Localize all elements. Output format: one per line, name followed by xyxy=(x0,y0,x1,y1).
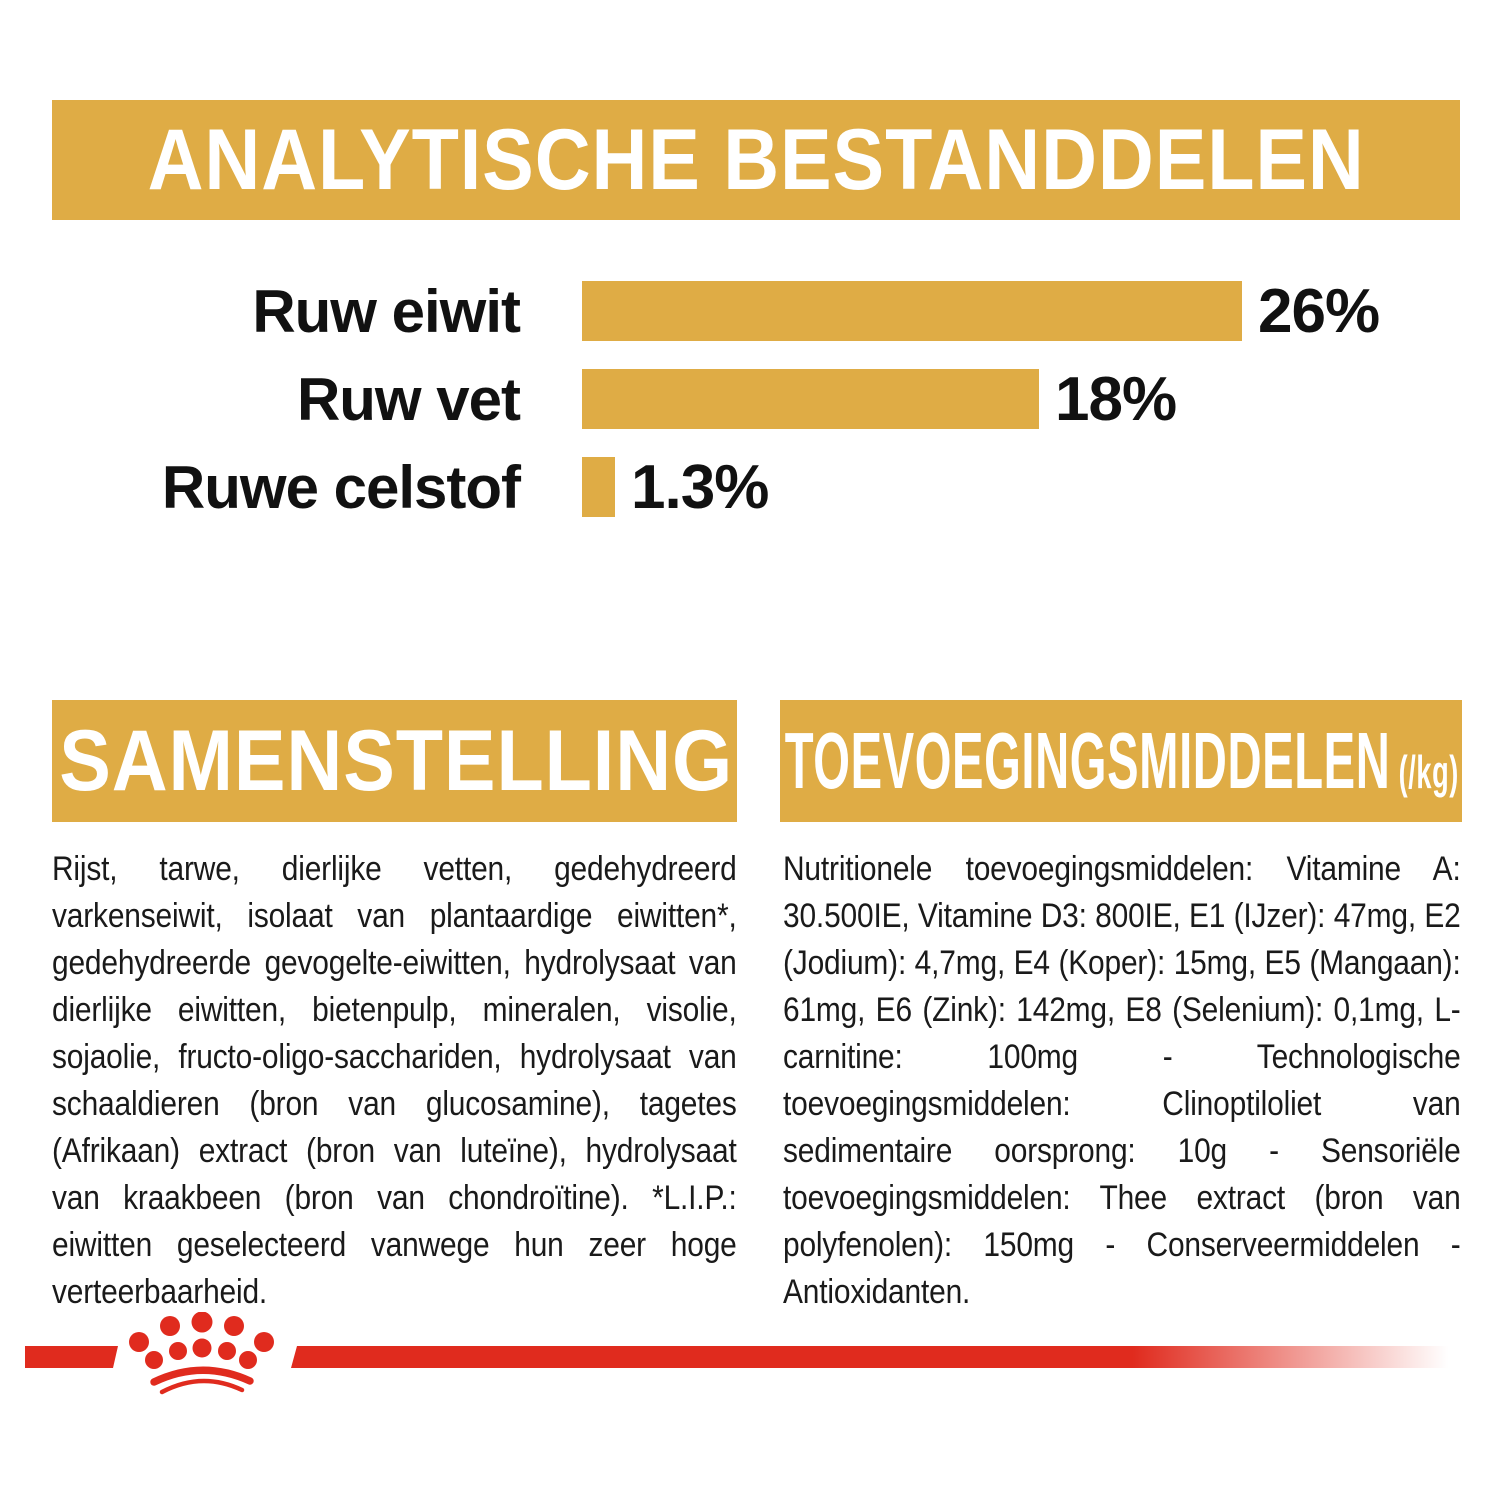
additives-title-main: TOEVOEGINGSMIDDELEN xyxy=(784,716,1391,805)
chart-row-fat xyxy=(0,355,1500,443)
bar-value-fibre: 1.3% xyxy=(631,452,769,522)
analytical-constituents-title: ANALYTISCHE BESTANDDELEN xyxy=(147,111,1365,208)
additives-banner xyxy=(780,700,1462,822)
composition-title: SAMENSTELLING xyxy=(59,712,734,809)
analytical-constituents-chart xyxy=(0,267,1500,531)
royal-canin-crown-icon xyxy=(118,1312,286,1404)
additives-text: Nutritionele toevoegingsmiddelen: Vitamine A: 30.500IE, Vitamine D3: 800IE, E1 (IJzer): 47mg, E2 (Jodium): 4,7mg, E4 (Koper): 15mg, E5 (Mangaan): 61mg, E6 (Zink): 142mg, E8 (Selenium): 0,1mg, L-carnitine: 100mg - Technologische toevoegingsmiddelen: Clinoptiloliet van sedimentaire oorsprong: 10g - Sensoriële toevoegingsmiddelen: Thee extract (bron van polyfenolen): 150mg - Conserveermiddelen - Antioxidanten. xyxy=(783,850,1461,1311)
bar-fat xyxy=(582,369,1039,429)
composition-banner xyxy=(52,700,737,822)
additives-title-unit: (/kg) xyxy=(1398,746,1459,798)
composition-text: Rijst, tarwe, dierlijke vetten, gedehydreerd varkenseiwit, isolaat van plantaardige eiwitten*, gedehydreerde gevogelte-eiwitten, hydrolysaat van dierlijke eiwitten, bietenpulp, mineralen, visolie, sojaolie, fructo-oligo-sacchariden, hydrolysaat van schaaldieren (bron van glucosamine), tagetes (Afrikaan) extract (bron van luteïne), hydrolysaat van kraakbeen (bron van chondroïtine). *L.I.P.: eiwitten geselecteerd vanwege hun zeer hoge verteerbaarheid. xyxy=(52,850,737,1311)
chart-row-protein xyxy=(0,267,1500,355)
additives-title xyxy=(780,715,1459,807)
chart-label-fibre: Ruwe celstof xyxy=(161,453,520,521)
bar-fibre xyxy=(582,457,615,517)
bar-protein xyxy=(582,281,1242,341)
chart-label-protein: Ruw eiwit xyxy=(252,277,520,345)
bar-value-protein: 26% xyxy=(1258,276,1380,346)
chart-row-fibre xyxy=(0,443,1500,531)
chart-label-fat: Ruw vet xyxy=(296,365,520,433)
red-stripe-left xyxy=(25,1346,118,1368)
analytical-constituents-banner xyxy=(52,100,1460,220)
bar-value-fat: 18% xyxy=(1055,364,1177,434)
red-stripe-right xyxy=(291,1346,1460,1368)
